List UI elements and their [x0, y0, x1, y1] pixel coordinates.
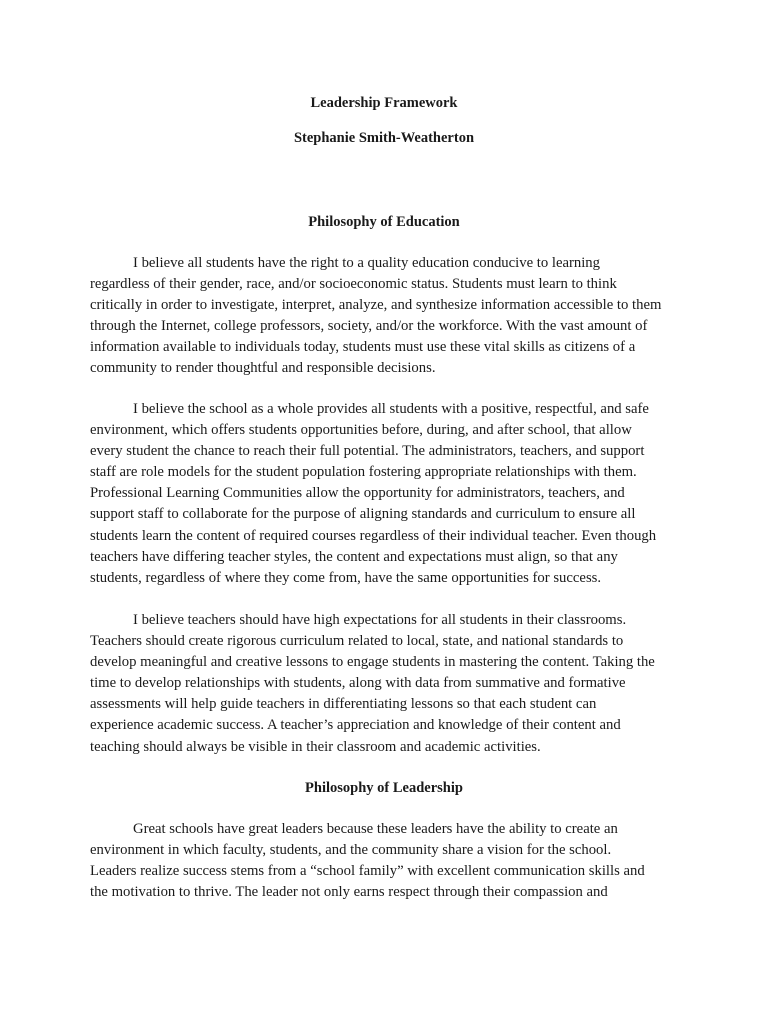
paragraph-line: time to develop relationships with students, along with data from summative and formative — [90, 675, 626, 692]
paragraph-line: assessments will help guide teachers in differentiating lessons so that each student can — [90, 696, 597, 713]
paragraph-line: the motivation to thrive. The leader not only earns respect through their compassion and — [90, 884, 608, 901]
paragraph-line: through the Internet, college professors, society, and/or the workforce. With the vast amount of — [90, 318, 648, 335]
paragraph-leadership-1 — [90, 819, 680, 903]
paragraph-line: Great schools have great leaders because these leaders have the ability to create an — [133, 821, 618, 837]
paragraph-line: information available to individuals today, students must use these vital skills as citizens of a — [90, 339, 636, 356]
paragraph-line: I believe teachers should have high expectations for all students in their classrooms. — [133, 612, 627, 628]
paragraph-line: support staff to collaborate for the purpose of aligning standards and curriculum to ensure all — [90, 506, 636, 523]
paragraph-education-1 — [90, 253, 680, 380]
paragraph-line: teachers have differing teacher styles, the content and expectations must align, so that any — [90, 548, 618, 565]
paragraph-line: every student the chance to reach their full potential. The administrators, teachers, and support — [90, 443, 645, 460]
paragraph-line: environment, which offers students opportunities before, during, and after school, that allow — [90, 422, 632, 439]
paragraph-line: Teachers should create rigorous curriculum related to local, state, and national standards to — [90, 633, 624, 650]
paragraph-line: critically in order to investigate, interpret, analyze, and synthesize information accessible to them — [90, 297, 662, 314]
paragraph-line: community to render thoughtful and responsible decisions. — [90, 360, 436, 377]
paragraph-line: regardless of their gender, race, and/or socioeconomic status. Students must learn to think — [90, 276, 617, 293]
document-author: Stephanie Smith-Weatherton — [293, 130, 475, 146]
paragraph-line: Leaders realize success stems from a “school family” with excellent communication skills and — [90, 863, 645, 880]
paragraph-line: develop meaningful and creative lessons to engage students in mastering the content. Taking the — [90, 654, 655, 671]
paragraph-line: students, regardless of where they come from, have the same opportunities for success. — [90, 569, 602, 586]
paragraph-line: students learn the content of required courses regardless of their individual teacher. Even though — [90, 527, 657, 544]
paragraph-education-3 — [90, 610, 680, 758]
paragraph-line: I believe the school as a whole provides all students with a positive, respectful, and safe — [133, 401, 649, 417]
paragraph-line: environment in which faculty, students, and the community share a vision for the school. — [90, 842, 612, 859]
paragraph-line: Professional Learning Communities allow the opportunity for administrators, teachers, and — [90, 485, 625, 502]
paragraph-line: I believe all students have the right to a quality education conducive to learning — [133, 255, 600, 271]
document-title: Leadership Framework — [310, 95, 458, 111]
paragraph-education-2 — [90, 399, 680, 589]
paragraph-line: teaching should always be visible in their classroom and academic activities. — [90, 738, 541, 755]
section-heading-education: Philosophy of Education — [308, 214, 460, 230]
section-heading-leadership: Philosophy of Leadership — [305, 780, 463, 796]
paragraph-line: experience academic success. A teacher’s appreciation and knowledge of their content and — [90, 717, 621, 734]
paragraph-line: staff are role models for the student population fostering appropriate relationships with them. — [90, 464, 637, 481]
